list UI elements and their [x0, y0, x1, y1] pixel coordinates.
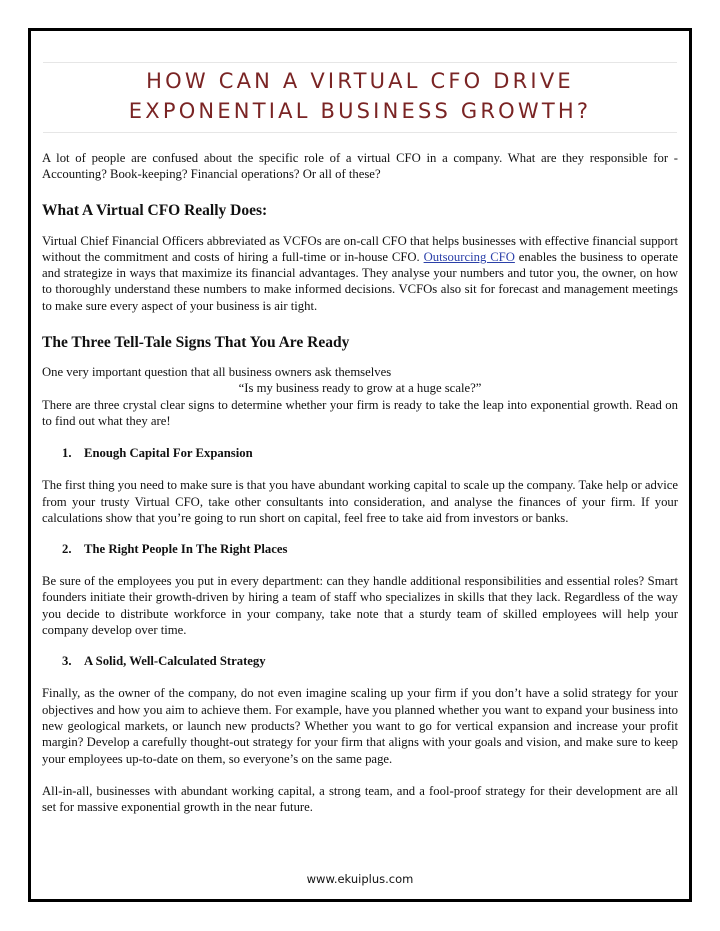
- section-heading-what-cfo-does: What A Virtual CFO Really Does:: [42, 201, 268, 219]
- signs-lead-text: One very important question that all business owners ask themselves: [42, 365, 392, 380]
- article-body: [42, 118, 678, 815]
- outsourcing-cfo-link[interactable]: Outsourcing CFO: [423, 249, 515, 264]
- signs-quote: “Is my business ready to grow at a huge scale?”: [238, 381, 482, 396]
- sign-title: Enough Capital For Expansion: [84, 446, 253, 461]
- sign-paragraph: Finally, as the owner of the company, do not even imagine scaling up your firm if you don’t have a solid strategy for your objectives and how you aim to achieve them. For example, have you planned whether you want to expand your business into new geological markets, or launch new products? Whether you want to go for vertical expansion and increase your profit margin? Develop a carefully thought-out strategy for your firm that aligns with your goals and vision, and make sure to keep your employees up-to-date on them, so everyone’s on the same page.: [42, 686, 678, 766]
- title-line-1: HOW CAN A VIRTUAL CFO DRIVE: [146, 69, 574, 93]
- title-line-2: EXPONENTIAL BUSINESS GROWTH?: [128, 99, 592, 123]
- intro-paragraph: A lot of people are confused about the specific role of a virtual CFO in a company. What are they responsible for - Accounting? Book-keeping? Financial operations? Or all of these?: [42, 151, 678, 182]
- section-what-cfo-does-paragraph: [42, 233, 678, 314]
- footer-url: www.ekuiplus.com: [306, 872, 414, 886]
- conclusion-paragraph: All-in-all, businesses with abundant working capital, a strong team, and a fool-proof strategy for their development are all set for massive exponential growth in the near future.: [42, 783, 678, 815]
- paragraph-text-before-link: Virtual Chief Financial Officers abbreviated as VCFOs are on-call CFO that helps businesses with effective financial support without the commitment and costs of hiring a full-time or in-house CFO.: [42, 233, 678, 264]
- paragraph-text-after-link: enables the business to operate and strategize in ways that maximize its financial advantages. They analyse your numbers and tutor you, the owner, on how to thoroughly understand these numbers to make informed decisions. VCFOs also sit for forecast and management meetings to make sure every aspect of your business is air tight.: [42, 249, 678, 313]
- sign-number: 3.: [62, 654, 72, 669]
- signs-intro-paragraph: There are three crystal clear signs to determine whether your firm is ready to take the leap into exponential growth. Read on to find out what they are!: [42, 397, 678, 428]
- sign-number: 2.: [62, 542, 72, 557]
- sign-heading: [42, 541, 678, 557]
- sign-paragraph: The first thing you need to make sure is that you have abundant working capital to scale up the company. Take help or advice from your trusty Virtual CFO, take other consultants into consideration, and analyse the finances of your firm. If your calculations show that you’re going to run short on capital, feel free to take aid from investors or banks.: [42, 478, 678, 525]
- sign-heading: [42, 445, 678, 461]
- sign-paragraph: Be sure of the employees you put in every department: can they handle additional responsibilities and essential roles? Smart founders initiate their growth-driven by hiring a team of staff who specializes in skills that they lack. Regardless of the way you decide to distribute workforce in your company, take note that a sturdy team of skilled employees will help your company develop over time.: [42, 574, 678, 638]
- sign-title: A Solid, Well-Calculated Strategy: [84, 654, 266, 669]
- sign-heading: [42, 653, 678, 669]
- sign-title: The Right People In The Right Places: [84, 542, 288, 557]
- sign-number: 1.: [62, 446, 72, 461]
- section-heading-signs: The Three Tell-Tale Signs That You Are Ready: [42, 334, 350, 352]
